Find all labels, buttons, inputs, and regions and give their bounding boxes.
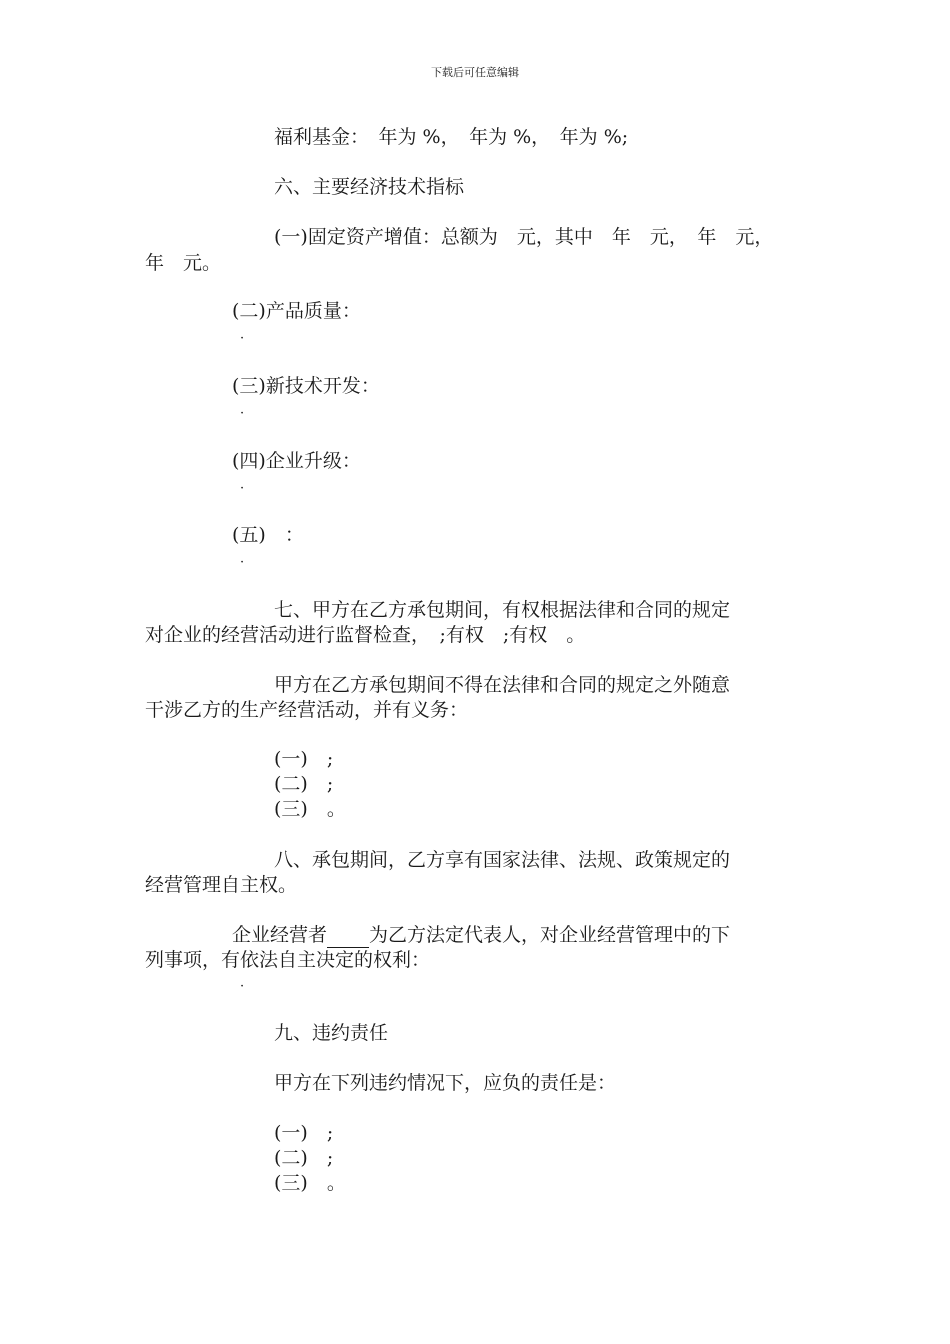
placeholder-dot: · bbox=[240, 331, 245, 346]
section-7-line-2: 对企业的经营活动进行监督检查， ;有权 ;有权 。 bbox=[145, 624, 586, 646]
welfare-fund-line: 福利基金： 年为 %， 年为 %， 年为 %; bbox=[274, 126, 629, 148]
placeholder-dot: · bbox=[240, 406, 245, 421]
new-tech-item: (三)新技术开发： bbox=[232, 375, 380, 397]
party-a-duty-line-1: 甲方在乙方承包期间不得在法律和合同的规定之外随意 bbox=[274, 674, 731, 696]
fixed-assets-line-1: (一)固定资产增值：总额为 元，其中 年 元， 年 元， bbox=[274, 226, 774, 248]
section-7-line-1: 七、甲方在乙方承包期间，有权根据法律和合同的规定 bbox=[274, 599, 731, 621]
operator-line-2: 列事项，有依法自主决定的权利： bbox=[145, 949, 431, 971]
duty-item-1: (一) ; bbox=[274, 748, 334, 770]
section-9-title: 九、违约责任 bbox=[274, 1022, 389, 1044]
duty-item-2: (二) ; bbox=[274, 773, 334, 795]
item-five: (五) ： bbox=[232, 524, 304, 546]
placeholder-dot: · bbox=[240, 555, 245, 570]
party-a-liability-line: 甲方在下列违约情况下，应负的责任是： bbox=[274, 1072, 617, 1094]
placeholder-dot: · bbox=[240, 979, 245, 994]
party-a-duty-line-2: 干涉乙方的生产经营活动，并有义务： bbox=[145, 699, 469, 721]
operator-prefix: 企业经营者 bbox=[232, 924, 328, 946]
placeholder-dot: · bbox=[240, 481, 245, 496]
operator-suffix: 为乙方法定代表人，对企业经营管理中的下 bbox=[369, 924, 731, 946]
liability-item-2: (二) ; bbox=[274, 1147, 334, 1169]
operator-line-1 bbox=[232, 922, 730, 948]
operator-name-blank bbox=[327, 928, 369, 948]
product-quality-item: (二)产品质量： bbox=[232, 300, 361, 322]
section-8-line-1: 八、承包期间，乙方享有国家法律、法规、政策规定的 bbox=[274, 849, 731, 871]
page-header-note: 下载后可任意编辑 bbox=[431, 66, 519, 79]
section-6-title: 六、主要经济技术指标 bbox=[274, 176, 465, 198]
section-8-line-2: 经营管理自主权。 bbox=[145, 874, 298, 896]
liability-item-1: (一) ; bbox=[274, 1122, 334, 1144]
fixed-assets-line-2: 年 元。 bbox=[145, 252, 222, 274]
enterprise-upgrade-item: (四)企业升级： bbox=[232, 450, 361, 472]
liability-item-3: (三) 。 bbox=[274, 1172, 346, 1194]
duty-item-3: (三) 。 bbox=[274, 798, 346, 820]
